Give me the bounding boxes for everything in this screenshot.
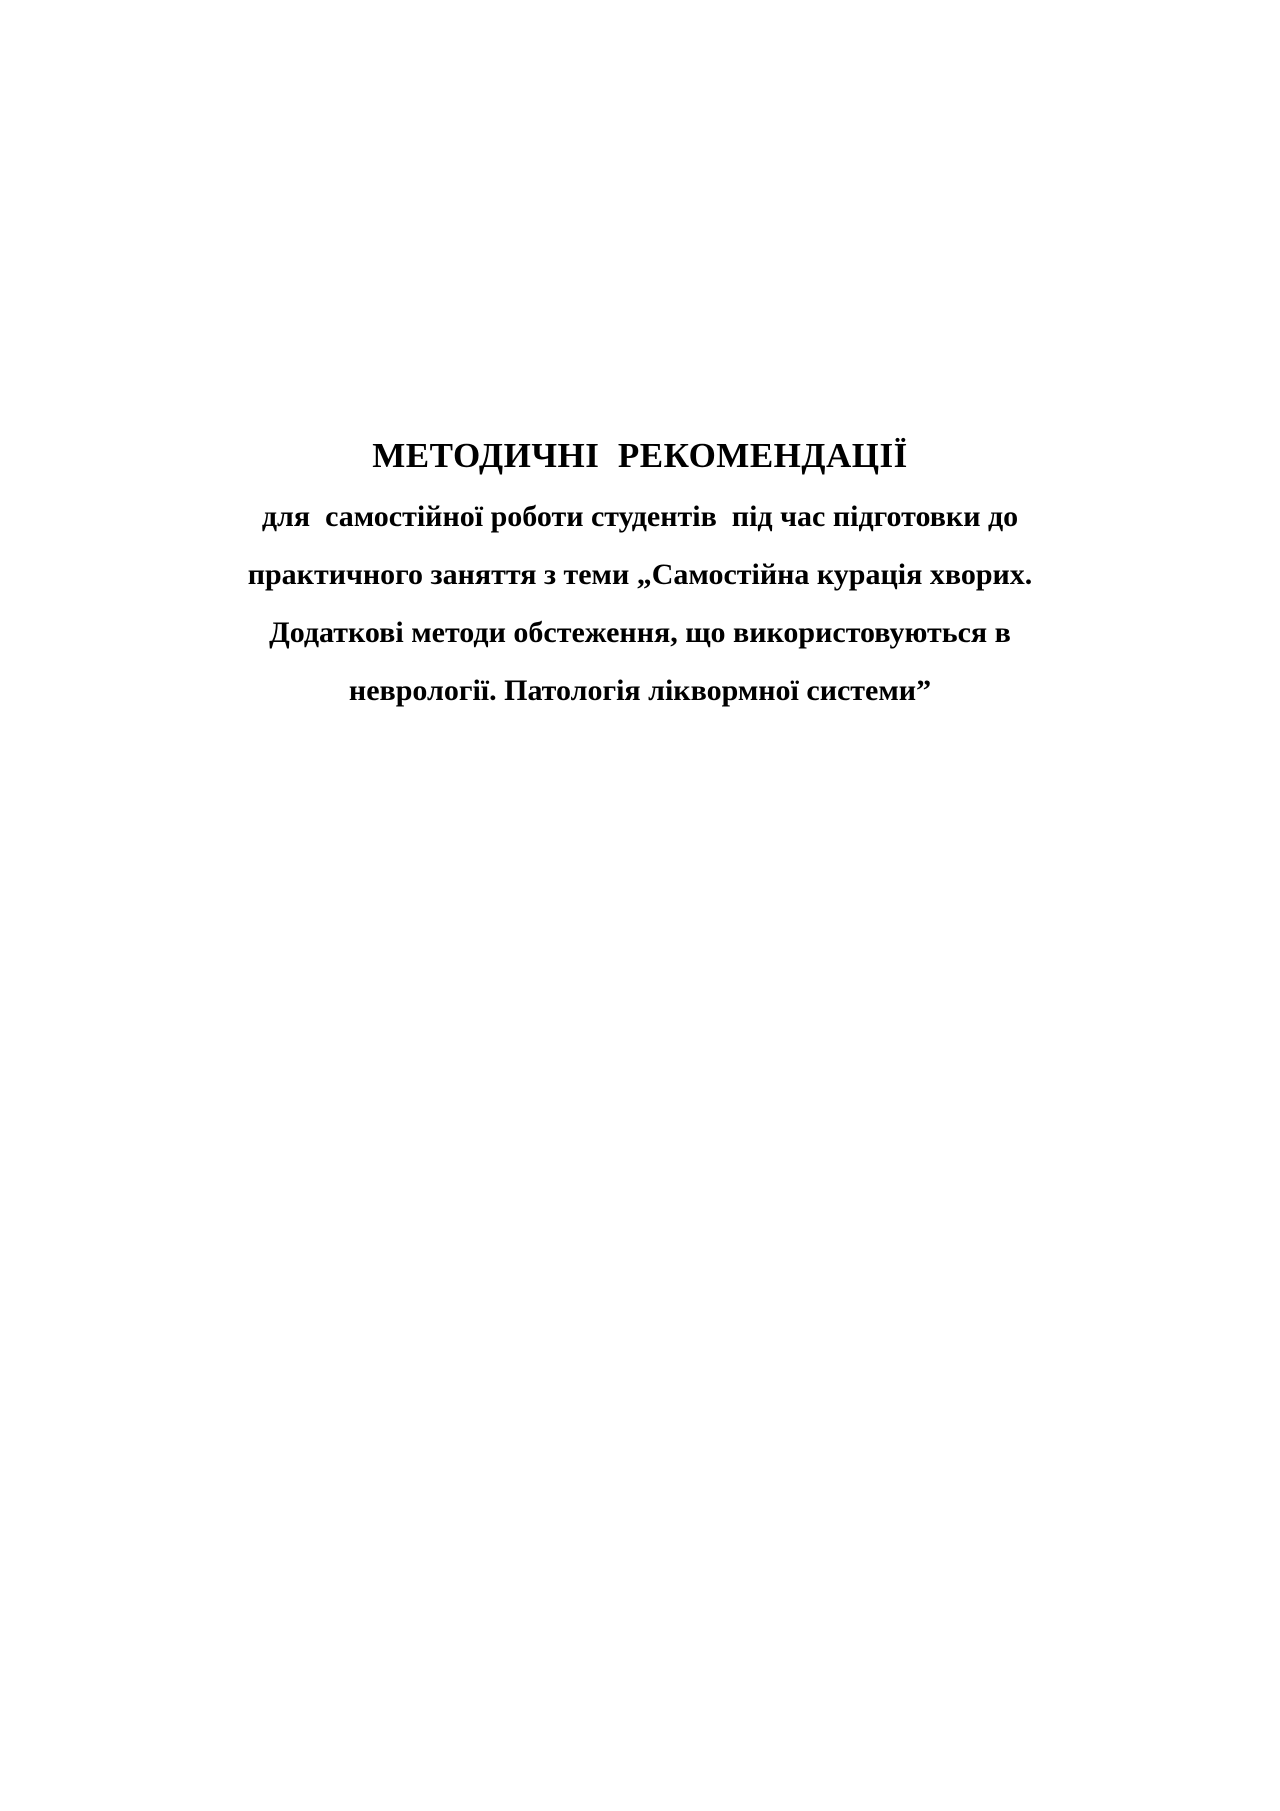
subtitle-line-2: практичного заняття з теми „Самостійна курація хворих. <box>247 558 1033 591</box>
subtitle-line-4: неврології. Патологія ліквормної системи” <box>348 674 932 707</box>
page-title: МЕТОДИЧНІ РЕКОМЕНДАЦІЇ <box>372 436 908 475</box>
subtitle <box>200 488 1080 720</box>
title-block <box>200 430 1080 720</box>
subtitle-line-1: для самостійної роботи студентів під час підготовки до <box>261 500 1019 533</box>
subtitle-line-3: Додаткові методи обстеження, що використовуються в <box>269 616 1011 649</box>
